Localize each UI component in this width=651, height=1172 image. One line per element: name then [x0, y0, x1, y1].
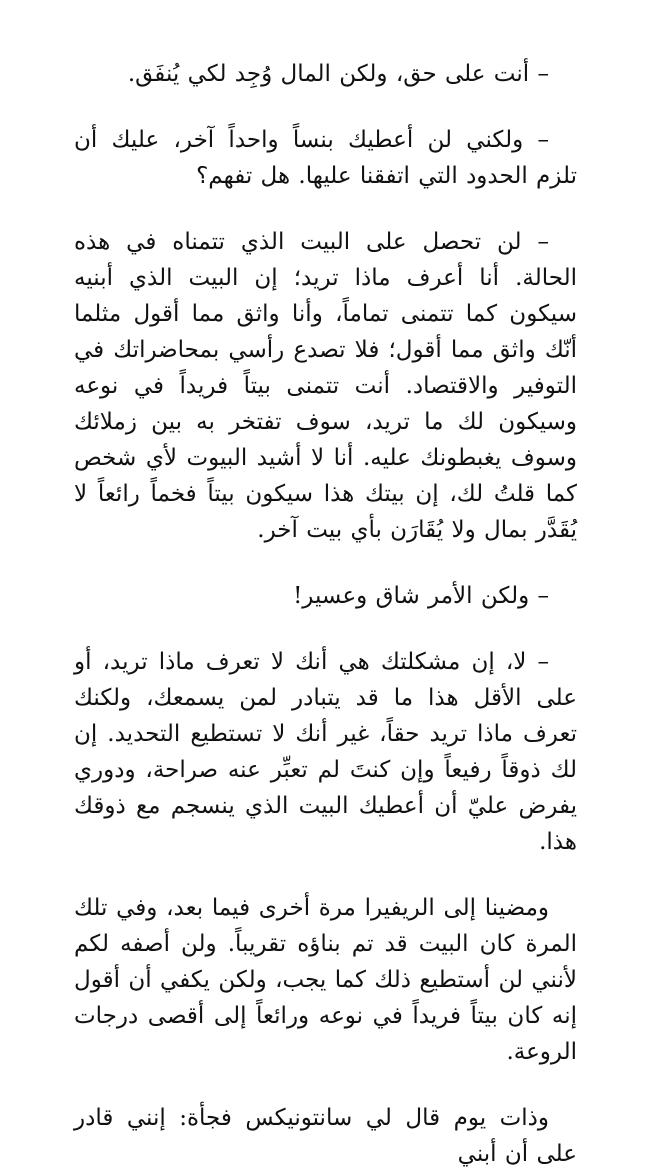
- dialogue-paragraph: – لن تحصل على البيت الذي تتمناه في هذه الحالة. أنا أعرف ماذا تريد؛ إن البيت الذي أبنيه سيكون كما تتمنى تماماً، وأنا واثق مما أقول مثلما أنّك واثق مما أقول؛ فلا تصدع رأسي بمحاضراتك في التوفير والاقتصاد. أنت تتمنى بيتاً فريداً في نوعه وسيكون لك ما تريد، سوف تفتخر به بين زملائك وسوف يغبطونك عليه. أنا لا أشيد البيوت لأي شخص كما قلتُ لك، إن بيتك هذا سيكون بيتاً فخماً رائعاً لا يُقَدَّر بمال ولا يُقَارَن بأي بيت آخر.: [74, 229, 577, 543]
- dialogue-paragraph: – لا، إن مشكلتك هي أنك لا تعرف ماذا تريد، أو على الأقل هذا ما قد يتبادر لمن يسمعك، ولكنك تعرف ماذا تريد حقاً، غير أنك لا تستطيع التحديد. إن لك ذوقاً رفيعاً وإن كنتَ لم تعبِّر عنه صراحة، ودوري يفرض عليّ أن أعطيك البيت الذي ينسجم مع ذوقك هذا.: [74, 649, 577, 855]
- dialogue-paragraph: – أنت على حق، ولكن المال وُجِد لكي يُنفَق.: [127, 61, 549, 87]
- narrative-paragraph: وذات يوم قال لي سانتونيكس فجأة: إنني قادر على أن أبني: [74, 1105, 577, 1167]
- dialogue-paragraph: – ولكني لن أعطيك بنساً واحداً آخر، عليك أن تلزم الحدود التي اتفقنا عليها. هل تفهم؟: [74, 127, 577, 189]
- narrative-paragraph: ومضينا إلى الريفيرا مرة أخرى فيما بعد، وفي تلك المرة كان البيت قد تم بناؤه تقريباً. ولن أصفه لكم لأنني لن أستطيع ذلك كما يجب، ولكن يكفي أن أقول إنه كان بيتاً فريداً في نوعه ورائعاً إلى أقصى درجات الروعة.: [74, 895, 577, 1065]
- dialogue-paragraph: – ولكن الأمر شاق وعسير!: [293, 583, 549, 609]
